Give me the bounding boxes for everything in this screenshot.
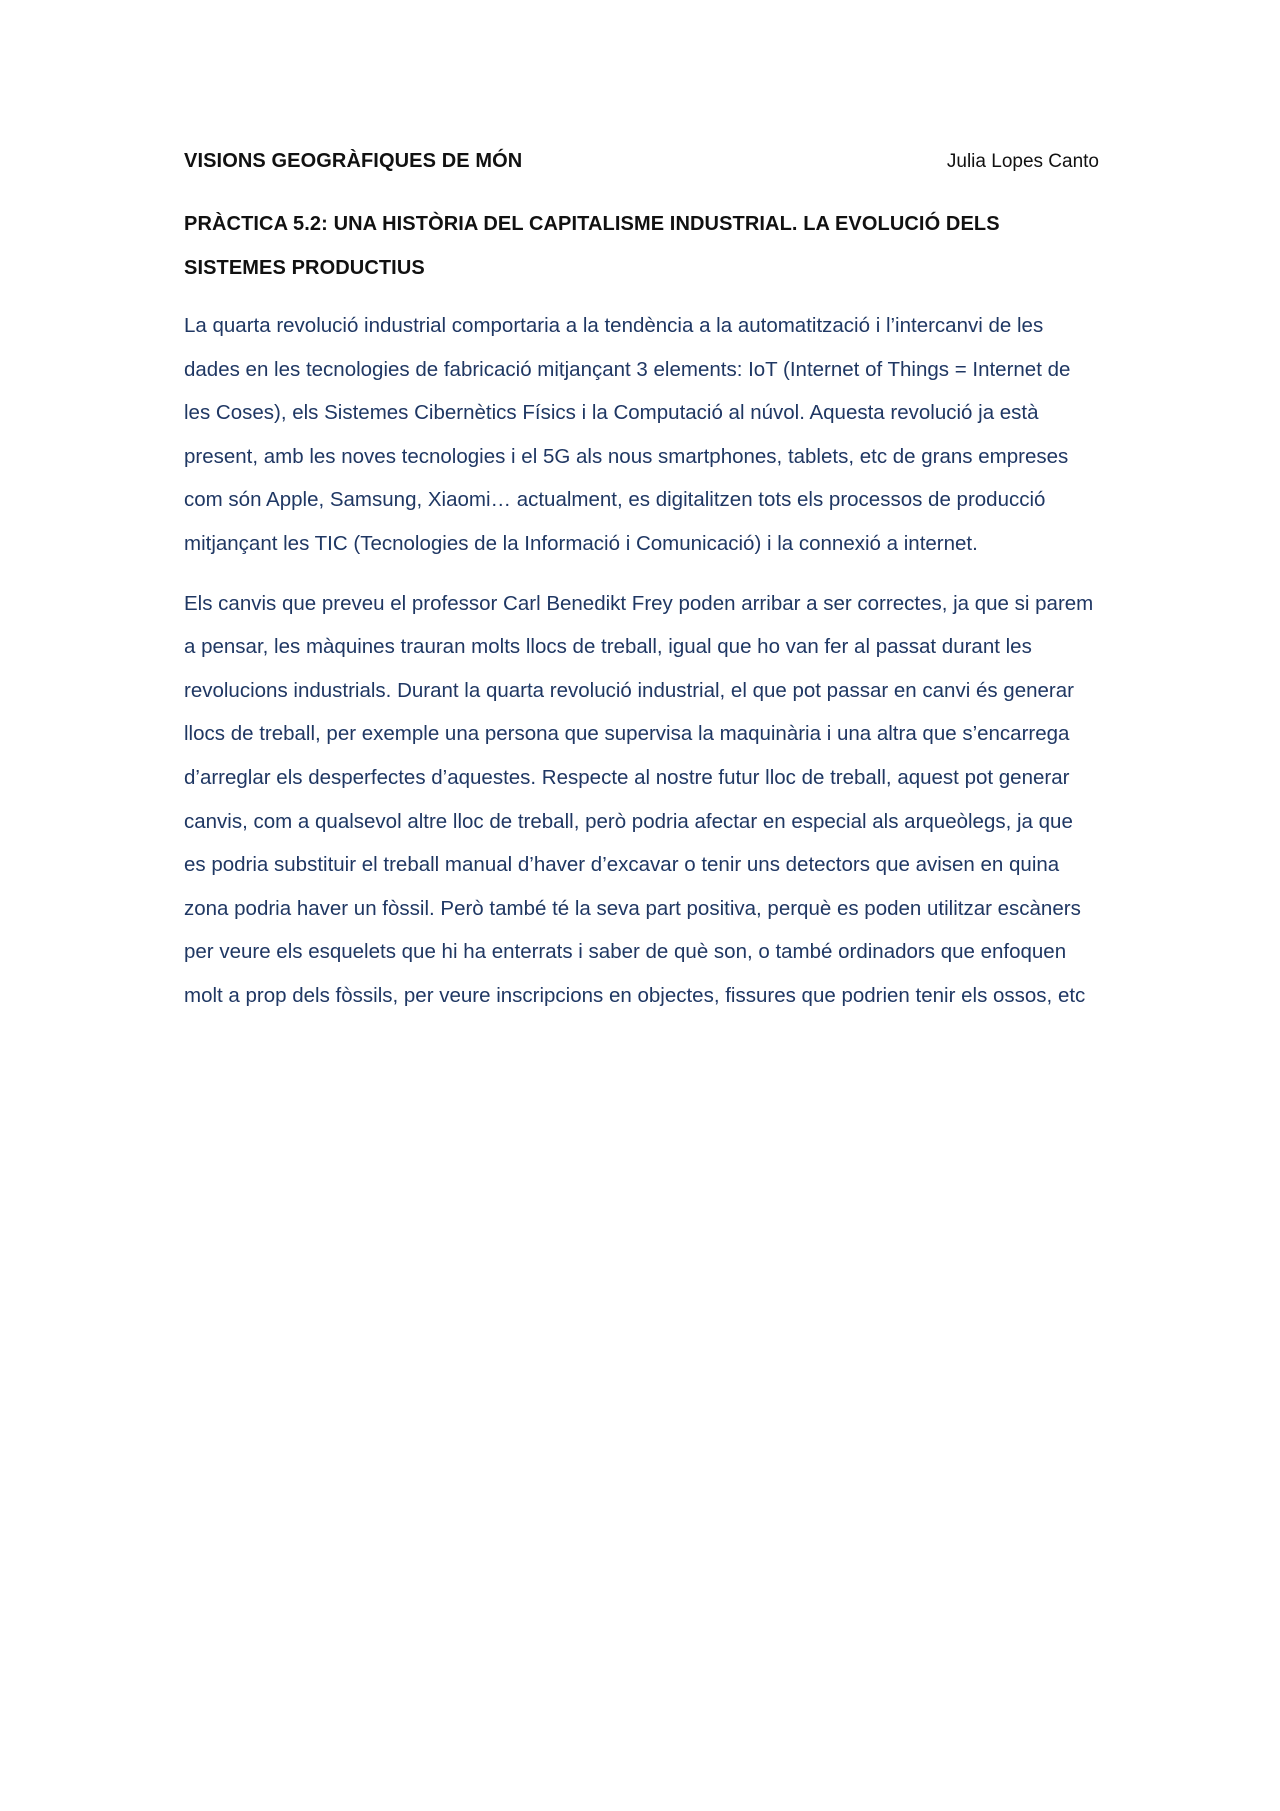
practice-title: PRÀCTICA 5.2: UNA HISTÒRIA DEL CAPITALISME INDUSTRIAL. LA EVOLUCIÓ DELS SISTEMES PRODUCTIUS xyxy=(184,213,1000,279)
document-content xyxy=(184,150,1099,1018)
body-paragraph-1: La quarta revolució industrial comportaria a la tendència a la automatització i l’intercanvi de les dades en les tecnologies de fabricació mitjançant 3 elements: IoT (Internet of Things = Internet de les Coses), els Sistemes Cibernètics Físics i la Computació al núvol. Aquesta revolució ja està present, amb les noves tecnologies i el 5G als nous smartphones, tablets, etc de grans empreses com són Apple, Samsung, Xiaomi… actualment, es digitalitzen tots els processos de producció mitjançant les TIC (Tecnologies de la Informació i Comunicació) i la connexió a internet. xyxy=(184,314,1071,555)
course-title: VISIONS GEOGRÀFIQUES DE MÓN xyxy=(184,150,523,172)
document-header xyxy=(184,150,1099,190)
author-name: Julia Lopes Canto xyxy=(946,151,1099,172)
body-paragraph-2: Els canvis que preveu el professor Carl Benedikt Frey poden arribar a ser correctes, ja que si parem a pensar, les màquines trauran molts llocs de treball, igual que ho van fer al passat durant les revolucions industrials. Durant la quarta revolució industrial, el que pot passar en canvi és generar llocs de treball, per exemple una persona que supervisa la maquinària i una altra que s’encarrega d’arreglar els desperfectes d’aquestes. Respecte al nostre futur lloc de treball, aquest pot generar canvis, com a qualsevol altre lloc de treball, però podria afectar en especial als arqueòlegs, ja que es podria substituir el treball manual d’haver d’excavar o tenir uns detectors que avisen en quina zona podria haver un fòssil. Però també té la seva part positiva, perquè es poden utilitzar escàners per veure els esquelets que hi ha enterrats i saber de què son, o també ordinadors que enfoquen molt a prop dels fòssils, per veure inscripcions en objectes, fissures que podrien tenir els ossos, etc xyxy=(184,591,1094,1007)
